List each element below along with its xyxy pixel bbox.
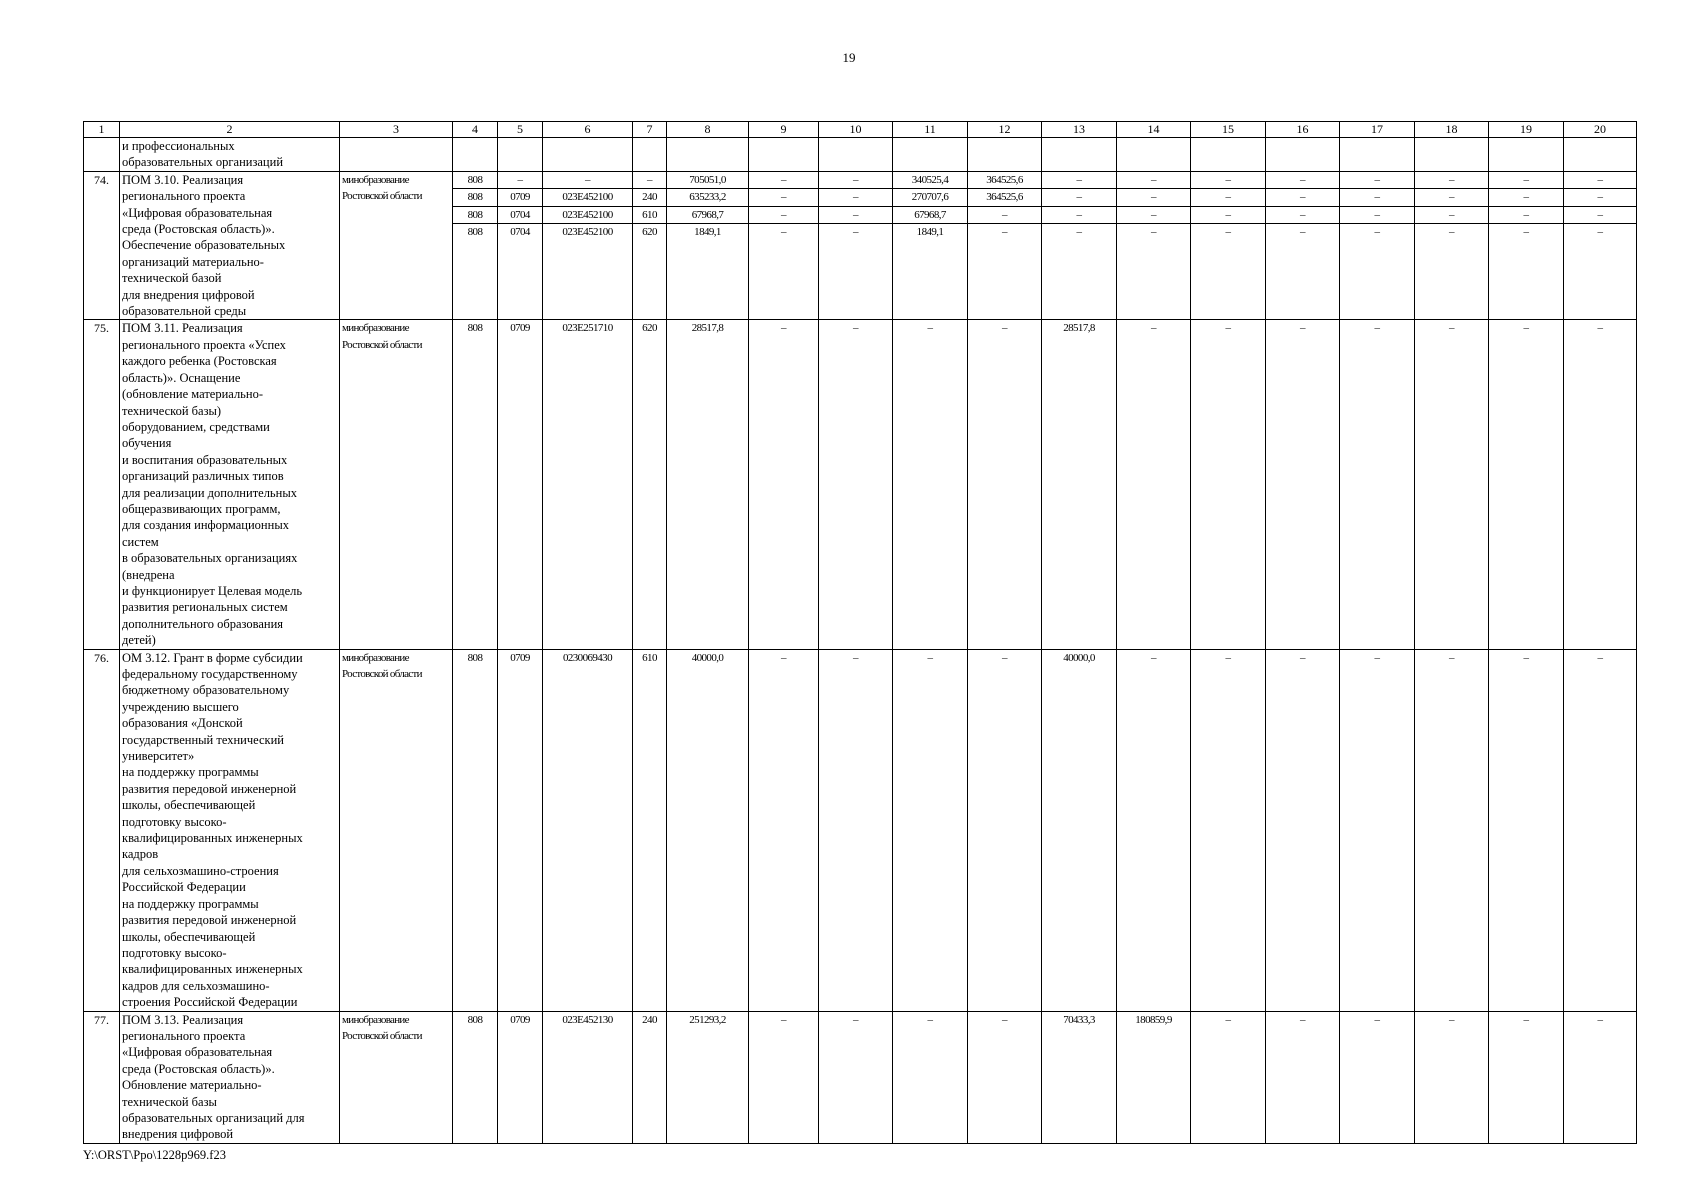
amount-value: – [1489,207,1563,224]
code-value: 808 [453,207,497,224]
amount-cell [1340,320,1415,649]
amount-value: – [1489,189,1563,206]
amount-value: – [1117,207,1190,224]
responsible-executor: минобразование Ростовской области [340,649,453,1011]
amount-value: – [1117,189,1190,206]
code-value: 808 [453,172,497,189]
row-number: 77. [84,1011,120,1143]
column-header: 1 [84,122,120,138]
amount-value: 364525,6 [968,189,1041,206]
code-value: 610 [642,651,657,664]
amount-value: – [781,1013,786,1026]
amount-value: – [1564,189,1636,206]
code-value: 023E452130 [562,1013,613,1026]
amount-value: – [819,207,892,224]
amount-value: – [1449,225,1454,238]
column-header: 16 [1266,122,1340,138]
code-value: 240 [633,189,666,206]
amount-value: – [1042,172,1116,189]
table-row [84,320,1637,649]
amount-value: 40000,0 [691,651,724,664]
amount-cell [1266,171,1340,320]
code-value: – [543,172,632,189]
amount-cell [749,320,819,649]
amount-value: – [1340,189,1414,206]
amount-cell [1042,171,1117,320]
column-header: 11 [893,122,968,138]
amount-cell [1489,649,1564,1011]
code-value: 620 [642,225,657,238]
amount-cell [1489,320,1564,649]
page-number: 19 [842,50,856,65]
budget-code-cell [543,320,633,649]
row-number: 76. [84,649,120,1011]
measure-description: ПОМ 3.10. Реализация регионального проекта «Цифровая образовательная среда (Ростовская область)». Обеспечение образовательных организаций материально- технической базой для внедрения цифровой образовательной среды [120,171,340,320]
footer-file-path: Y:\ORST\Ppo\1228p969.f23 [83,1148,226,1162]
table-row [84,649,1637,1011]
budget-table [83,121,1637,1144]
amount-cell [1564,320,1637,649]
amount-cell [1191,1011,1266,1143]
amount-cell [1564,171,1637,320]
amount-value: – [1151,651,1156,664]
amount-value: – [1523,225,1529,238]
amount-value: – [749,172,818,189]
column-header: 8 [667,122,749,138]
amount-cell [968,171,1042,320]
responsible-executor: минобразование Ростовской области [340,1011,453,1143]
table-row [84,1011,1637,1143]
budget-code-cell [453,649,498,1011]
code-value: – [498,172,542,189]
code-value: 0704 [510,225,530,238]
code-value: 0709 [498,189,542,206]
amount-value: 340525,4 [893,172,967,189]
code-value: 808 [467,225,483,238]
code-value: 023E452100 [562,225,613,238]
amount-cell [968,649,1042,1011]
budget-table-wrapper [83,121,1625,1144]
amount-cell [749,1011,819,1143]
amount-value: – [1374,651,1380,664]
code-value: 808 [453,189,497,206]
budget-code-cell [498,1011,543,1143]
budget-code-cell [453,320,498,649]
amount-value: – [1191,207,1265,224]
amount-value: 28517,8 [691,322,724,335]
amount-cell [819,171,893,320]
amount-value: – [1489,172,1563,189]
amount-value: – [1225,225,1231,238]
amount-value: 67968,7 [667,207,748,224]
amount-value: 70433,3 [1063,1013,1095,1026]
amount-cell [1415,1011,1489,1143]
amount-cell [1564,649,1637,1011]
amount-value: – [1191,172,1265,189]
measure-description: ПОМ 3.13. Реализация регионального проекта «Цифровая образовательная среда (Ростовская область)». Обновление материально- технической базы образовательных организаций для внедрения цифровой [120,1011,340,1143]
amount-value: – [853,651,858,664]
amount-cell [819,320,893,649]
budget-code-cell [498,320,543,649]
amount-cell [819,649,893,1011]
amount-cell [1117,1011,1191,1143]
column-header: 3 [340,122,453,138]
column-header: 4 [453,122,498,138]
column-header: 10 [819,122,893,138]
amount-value: – [819,172,892,189]
amount-cell [1415,171,1489,320]
amount-cell [968,1011,1042,1143]
column-header: 15 [1191,122,1266,138]
amount-value: – [749,189,818,206]
amount-cell [1191,171,1266,320]
amount-value: – [1415,189,1488,206]
budget-code-cell [498,171,543,320]
amount-value: – [1117,172,1190,189]
amount-value: – [1374,322,1380,335]
amount-value: – [1042,207,1116,224]
code-value: 808 [467,322,483,335]
amount-value: – [1225,1013,1231,1026]
column-header: 14 [1117,122,1191,138]
budget-code-cell [633,171,667,320]
amount-value: 28517,8 [1063,322,1095,335]
responsible-executor: минобразование Ростовской области [340,171,453,320]
amount-value: – [1002,225,1007,238]
amount-value: – [1449,1013,1454,1026]
amount-value: – [927,651,933,664]
code-value: 620 [642,322,657,335]
code-value: 240 [642,1013,657,1026]
amount-cell [1117,649,1191,1011]
amount-value: 40000,0 [1063,651,1095,664]
amount-value: – [1002,651,1007,664]
amount-value: – [968,207,1041,224]
amount-value: – [853,322,858,335]
amount-value: – [1597,225,1603,238]
amount-cell [1042,649,1117,1011]
amount-value: 1849,1 [694,225,721,238]
code-value: 0709 [510,651,530,664]
amount-value: – [1523,1013,1529,1026]
column-header: 19 [1489,122,1564,138]
column-header: 7 [633,122,667,138]
amount-cell [667,1011,749,1143]
column-header: 5 [498,122,543,138]
amount-cell [1266,320,1340,649]
continuation-row [84,138,1637,172]
amount-value: – [1300,651,1305,664]
amount-cell [1415,649,1489,1011]
amount-cell [1117,320,1191,649]
amount-cell [1266,649,1340,1011]
amount-value: – [1076,225,1082,238]
budget-code-cell [543,1011,633,1143]
amount-cell [749,649,819,1011]
amount-cell [1340,1011,1415,1143]
budget-code-cell [498,649,543,1011]
code-value: 0230069430 [562,651,612,664]
column-header: 9 [749,122,819,138]
column-header: 13 [1042,122,1117,138]
amount-value: – [1449,322,1454,335]
amount-value: 180859,9 [1135,1013,1172,1026]
amount-value: – [1415,172,1488,189]
budget-code-cell [633,320,667,649]
amount-value: 705051,0 [667,172,748,189]
amount-value: 364525,6 [968,172,1041,189]
amount-value: – [781,225,786,238]
amount-cell [1340,171,1415,320]
measure-description: ПОМ 3.11. Реализация регионального проекта «Успех каждого ребенка (Ростовская область)». Оснащение (обновление материально- технической базы) оборудованием, средствами обучения и воспитания образовательных организаций различных типов для реализации дополнительных общеразвивающих программ, для создания информационных систем в образовательных организациях (внедрена и функционирует Целевая модель развития региональных систем дополнительного образования детей) [120,320,340,649]
code-value: 808 [467,651,483,664]
amount-value: – [1340,172,1414,189]
amount-cell [1191,320,1266,649]
code-value: 023E251710 [562,322,613,335]
amount-value: – [1151,225,1156,238]
code-value: 610 [633,207,666,224]
amount-cell [1415,320,1489,649]
amount-cell [749,171,819,320]
amount-value: – [1523,322,1529,335]
budget-code-cell [633,649,667,1011]
amount-value: – [1374,225,1380,238]
amount-value: – [1374,1013,1380,1026]
amount-value: 635233,2 [667,189,748,206]
amount-value: – [1002,322,1007,335]
code-value: 0709 [510,1013,530,1026]
amount-value: – [1002,1013,1007,1026]
budget-code-cell [543,649,633,1011]
amount-value: – [1266,207,1339,224]
amount-cell [893,320,968,649]
measure-description: ОМ 3.12. Грант в форме субсидии федеральному государственному бюджетному образовательному учреждению высшего образования «Донской государственный технический университет» на поддержку программы развития передовой инженерной школы, обеспечивающей подготовку высоко- квалифицированных инженерных кадров для сельхозмашино-строения Российской Федерации на поддержку программы развития передовой инженерной школы, обеспечивающей подготовку высоко- квалифицированных инженерных кадров для сельхозмашино- строения Российской Федерации [120,649,340,1011]
budget-code-cell [453,171,498,320]
amount-value: – [819,189,892,206]
amount-value: – [781,322,786,335]
amount-cell [1117,171,1191,320]
code-value: 0704 [498,207,542,224]
code-value: 0709 [510,322,530,335]
amount-value: – [1564,207,1636,224]
amount-value: – [1266,172,1339,189]
table-row [84,171,1637,320]
amount-value: – [853,225,858,238]
column-header: 18 [1415,122,1489,138]
budget-code-cell [543,171,633,320]
amount-value: – [1597,651,1603,664]
column-number-row [84,122,1637,138]
amount-cell [1340,649,1415,1011]
amount-value: 251293,2 [689,1013,726,1026]
budget-code-cell [453,1011,498,1143]
amount-value: – [1225,651,1231,664]
code-value: – [633,172,666,189]
amount-value: – [1597,322,1603,335]
column-header: 17 [1340,122,1415,138]
amount-value: – [1340,207,1414,224]
amount-value: – [1300,225,1305,238]
amount-cell [1266,1011,1340,1143]
amount-value: – [1300,322,1305,335]
amount-value: – [1300,1013,1305,1026]
amount-cell [1191,649,1266,1011]
responsible-executor: минобразование Ростовской области [340,320,453,649]
amount-cell [893,649,968,1011]
continuation-text: и профессиональных образовательных организаций [120,138,340,172]
amount-cell [968,320,1042,649]
amount-cell [1564,1011,1637,1143]
row-number: 74. [84,171,120,320]
amount-value: – [927,1013,933,1026]
column-header: 6 [543,122,633,138]
amount-cell [667,649,749,1011]
amount-cell [893,1011,968,1143]
budget-code-cell [633,1011,667,1143]
code-value: 023E452100 [543,207,632,224]
amount-value: – [1266,189,1339,206]
column-header: 12 [968,122,1042,138]
amount-value: – [781,651,786,664]
amount-value: – [1225,322,1231,335]
amount-value: – [1449,651,1454,664]
amount-value: – [1523,651,1529,664]
amount-value: 1849,1 [916,225,944,238]
code-value: 023E452100 [543,189,632,206]
row-number: 75. [84,320,120,649]
amount-cell [1489,171,1564,320]
amount-cell [1042,320,1117,649]
amount-value: – [1042,189,1116,206]
amount-cell [1042,1011,1117,1143]
code-value: 808 [467,1013,483,1026]
amount-cell [667,171,749,320]
amount-value: – [1415,207,1488,224]
amount-value: – [1151,322,1156,335]
column-header: 2 [120,122,340,138]
amount-value: – [1564,172,1636,189]
amount-value: – [1597,1013,1603,1026]
amount-value: – [927,322,933,335]
amount-value: 67968,7 [893,207,967,224]
column-header: 20 [1564,122,1637,138]
amount-value: – [749,207,818,224]
amount-value: 270707,6 [893,189,967,206]
amount-value: – [853,1013,858,1026]
amount-cell [819,1011,893,1143]
amount-cell [893,171,968,320]
amount-cell [1489,1011,1564,1143]
amount-value: – [1191,189,1265,206]
amount-cell [667,320,749,649]
